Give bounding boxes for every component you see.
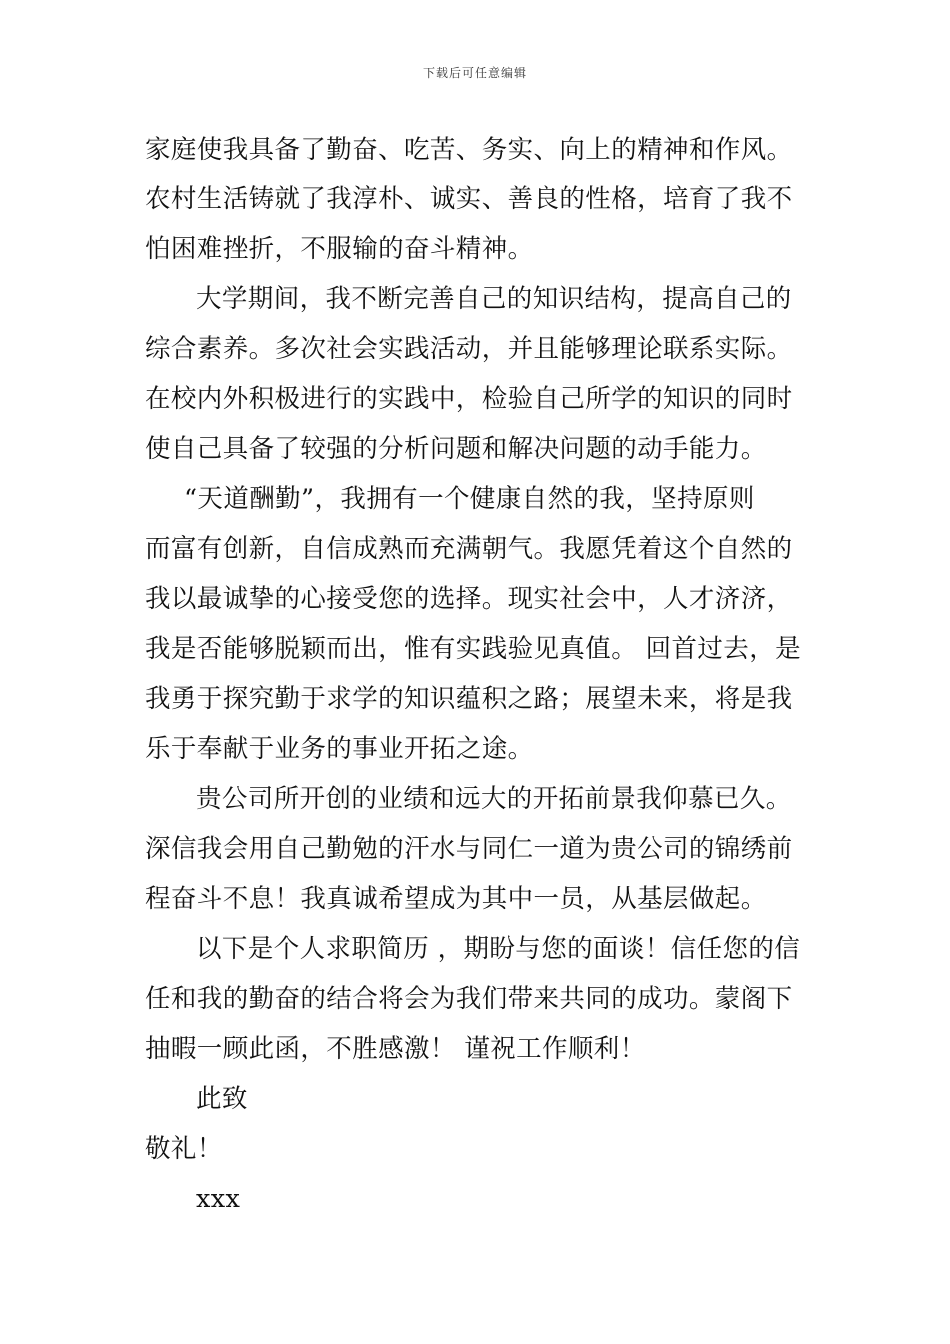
text-line: 农村生活铸就了我淳朴、诚实、善良的性格，培育了我不 [145, 184, 793, 214]
text-line: 抽暇一顾此函，不胜感激！ 谨祝工作顺利！ [145, 1034, 646, 1064]
text-line: 在校内外积极进行的实践中，检验自己所学的知识的同时 [145, 384, 793, 414]
text-line: 任和我的勤奋的结合将会为我们带来共同的成功。蒙阁下 [145, 984, 793, 1014]
text-line: 我以最诚挚的心接受您的选择。现实社会中，人才济济， [145, 584, 793, 614]
closing-regards: 敬礼！ [145, 1134, 223, 1164]
page-header-note: 下载后可任意编辑 [422, 66, 527, 80]
text-line: 怕困难挫折，不服输的奋斗精神。 [145, 234, 534, 264]
text-line: 我是否能够脱颖而出，惟有实践验见真值。 回首过去，是 [145, 634, 802, 664]
text-line: 乐于奉献于业务的事业开拓之途。 [145, 734, 534, 764]
text-line: 而富有创新，自信成熟而充满朝气。我愿凭着这个自然的 [145, 534, 793, 564]
text-line: 使自己具备了较强的分析问题和解决问题的动手能力。 [145, 434, 767, 464]
text-line: 我勇于探究勤于求学的知识蕴积之路；展望未来，将是我 [145, 684, 793, 714]
paragraph-start-line: “天道酬勤”，我拥有一个健康自然的我，坚持原则 [184, 484, 755, 514]
text-line: 深信我会用自己勤勉的汗水与同仁一道为贵公司的锦绣前 [145, 834, 793, 864]
text-line: 综合素养。多次社会实践活动，并且能够理论联系实际。 [145, 334, 793, 364]
closing-salutation: 此致 [196, 1084, 248, 1114]
paragraph-start-line: 以下是个人求职简历 ，期盼与您的面谈！信任您的信 [196, 934, 801, 964]
paragraph-start-line: 大学期间，我不断完善自己的知识结构，提高自己的 [196, 284, 792, 314]
paragraph-start-line: 贵公司所开创的业绩和远大的开拓前景我仰慕已久。 [196, 784, 792, 814]
text-line: 家庭使我具备了勤奋、吃苦、务实、向上的精神和作风。 [145, 135, 793, 165]
signature-name: xxx [196, 1184, 241, 1214]
text-line: 程奋斗不息！我真诚希望成为其中一员，从基层做起。 [145, 884, 767, 914]
